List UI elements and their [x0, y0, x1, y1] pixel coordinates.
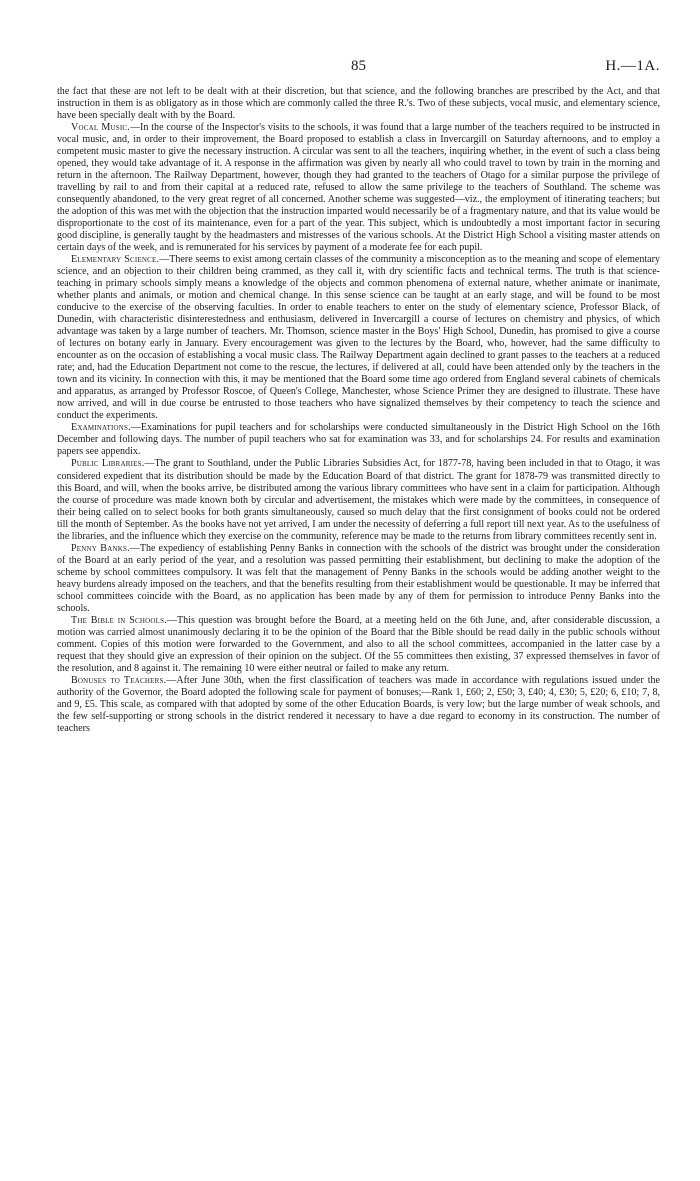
paragraph-text: the fact that these are not left to be dealt with at their discretion, but that science, and the following branches are prescribed by the Act, and that instruction in them is as obligatory as in those which are commonly called the three R.'s. Two of these subjects, vocal music, and elementary science, have been specially dealt with by the Board.: [57, 86, 660, 122]
paragraph-text: —The expediency of establishing Penny Banks in connection with the schools of the district was brought under the consideration of the Board at an early period of the year, and a resolution was passed permitting their establishment, but declining to make the adoption of the scheme by school committees compulsory. It was felt that the management of Penny Banks in the schools would be adding another weight to the heavy burdens already imposed on the teachers, and that the benefits resulting from their establishment would be questionable. It may be inferred that school committees coincide with the Board, as no application has been made by any of them for permission to introduce Penny Banks into the schools.: [57, 542, 660, 614]
section-heading: Bonuses to Teachers.: [71, 674, 167, 686]
paragraph-text: —This question was brought before the Board, at a meeting held on the 6th June, and, after considerable discussion, a motion was carried almost unanimously declaring it to be the opinion of the Board that the Bible should be read daily in the public schools without comment. Copies of this motion were forwarded to the Government, and also to all the school committees, accompanied in the latter case by a request that they should give an expression of their opinion on the subject. Of the 55 committees then existing, 37 expressed themselves in favor of the resolution, and 8 against it. The remaining 10 were either neutral or failed to make any return.: [57, 614, 660, 674]
paragraph-text: —The grant to Southland, under the Public Libraries Subsidies Act, for 1877-78, having been included in that to Otago, it was considered expedient that its distribution should be made by the Education Board of that district. The grant for 1878-79 was transmitted directly to this Board, and will, when the books arrive, be distributed among the various library committees who have sent in a claim for participation. Although the course of procedure was made known both by circular and advertisement, the mistakes which were made by the committees, in consequence of their being called on to select books for both grants simultaneously, caused so much delay that the first consignment of books could not be ordered till the month of September. As the books have not yet arrived, I am under the necessity of deferring a full report till next year. As to the usefulness of the libraries, and the influence which they exercise on the community, reference may be made to the returns from library committees recently sent in.: [57, 458, 661, 542]
paragraph-penny-banks: [57, 543, 660, 615]
paragraph-elementary-science: [57, 254, 660, 422]
paragraph-public-libraries: [57, 458, 660, 542]
paragraph-intro: [57, 86, 660, 122]
report-body: [57, 86, 660, 735]
paragraph-examinations: [57, 422, 660, 458]
paragraph-bonuses-to-teachers: [57, 675, 660, 735]
paragraph-bible-in-schools: [57, 615, 660, 675]
page-number: 85: [351, 58, 366, 74]
document-page: [57, 58, 660, 735]
section-heading: Elementary Science.: [71, 254, 160, 266]
section-heading: Penny Banks.: [71, 542, 130, 554]
section-heading: Examinations.: [71, 422, 131, 434]
paragraph-text: —In the course of the Inspector's visits to the schools, it was found that a large number of the teachers required to be instructed in vocal music, and, in order to their improvement, the Board proposed to establish a class in Invercargill on Saturday afternoons, and to employ a competent music master to give the necessary instruction. A circular was sent to all the teachers, inquiring whether, in the event of such a class being opened, they would take advantage of it. A response in the affirmation was given by nearly all who could travel to town by train in the morning and return in the afternoon. The Railway Department, however, though they had granted to the teachers of Otago for a similar purpose the privilege of travelling by rail to and from their capital at a reduced rate, refused to allow the same privilege to the teachers of Southland. The scheme was consequently abandoned, to the very great regret of all concerned. Another scheme was suggested—viz., the employment of itinerating teachers; but the adoption of this was met with the objection that the instruction imparted would necessarily be of a fragmentary nature, and that its value would be disproportionate to the cost of its maintenance, even for a part of the year. This subject, which is undoubtedly a most important factor in securing good discipline, is generally taught by the headmasters and mistresses of the various schools. At the District High School a visiting master attends on certain days of the week, and is remunerated for his services by payment of a moderate fee for each pupil.: [57, 122, 660, 254]
page-header: [57, 58, 660, 86]
section-heading: The Bible in Schools.: [71, 614, 167, 626]
section-heading: Vocal Music.: [71, 122, 130, 134]
paragraph-vocal-music: [57, 122, 660, 254]
paragraph-text: —Examinations for pupil teachers and for scholarships were conducted simultaneously in the District High School on the 16th December and following days. The number of pupil teachers who sat for examination was 33, and for scholarships 24. For results and examination papers see appendix.: [57, 422, 660, 458]
paragraph-text: —After June 30th, when the first classification of teachers was made in accordance with regulations issued under the authority of the Governor, the Board adopted the following scale for payment of bonuses;—Rank 1, £60; 2, £50; 3, £40; 4, £30; 5, £20; 6, £10; 7, 8, and 9, £5. This scale, as compared with that adopted by some of the other Education Boards, is very low; but the large number of weak schools, and the few self-supporting or strong schools in the district rendered it necessary to have a due regard to economy in its construction. The number of teachers: [57, 674, 660, 734]
document-reference: H.—1A.: [605, 58, 660, 74]
section-heading: Public Libraries.: [71, 458, 145, 470]
paragraph-text: —There seems to exist among certain classes of the community a misconception as to the meaning and scope of elementary science, and an objection to their children being crammed, as they call it, with dry scientific facts and technical terms. The truth is that science-teaching in primary schools simply means a knowledge of the objects and common phenomena of external nature, whether animate or inanimate, whether plants and animals, or motion and chemical change. In this sense science can be taught at an early stage, and will be found to be most conducive to the exercise of the observing faculties. In order to enable teachers to enter on the study of elementary science, Professor Black, of Dunedin, with characteristic disinterestedness and enthusiasm, delivered in Invercargill a course of lectures on chemistry and physics, of which advantage was taken by a large number of teachers. Mr. Thomson, science master in the Boys' High School, Dunedin, has promised to give a course of lectures on botany early in January. Every encouragement was given to the lectures by the Board, who, however, had the same difficulty to encounter as on the occasion of establishing a vocal music class. The Railway Department again declined to grant passes to the teachers at a reduced rate; and, had the Education Department not come to the rescue, the lectures, if delivered at all, could have been attended only by the teachers in the town and its vicinity. In connection with this, it may be mentioned that the Board some time ago ordered from England several cabinets of chemicals and apparatus, as arranged by Professor Roscoe, of Queen's College, Manchester, whose Science Primer they are designed to illustrate. These have now arrived, and will in due course be entrusted to those teachers who have signalized themselves by their competency to teach the science and conduct the experiments.: [57, 254, 660, 422]
